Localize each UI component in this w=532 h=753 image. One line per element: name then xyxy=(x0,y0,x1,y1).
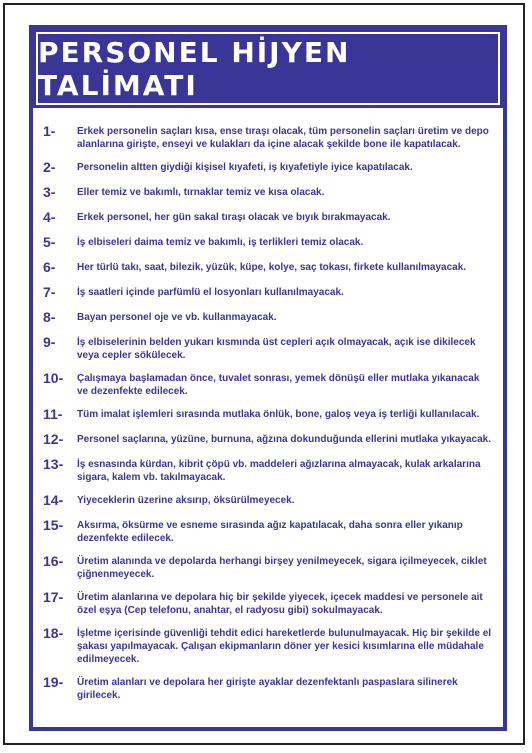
item-number: 12- xyxy=(43,431,64,447)
item-text: Aksırma, öksürme ve esneme sırasında ağız kapatılacak, daha sonra eller yıkanıp dezenfekte edilecek. xyxy=(77,520,463,544)
item-text: Personelin altten giydiği kişisel kıyafeti, iş kıyafetiyle iyice kapatılacak. xyxy=(77,162,413,173)
item-text: İş elbiselerinin belden yukarı kısmında üst cepleri açık olmayacak, açık ise dikilecek veya cepler sökülecek. xyxy=(77,337,476,361)
item-number: 6- xyxy=(43,259,56,275)
item-text: Tüm imalat işlemleri sırasında mutlaka önlük, bone, galoş veya iş terliği kullanılacak. xyxy=(77,409,480,420)
item-number: 7- xyxy=(43,284,56,300)
item-text: Yiyeceklerin üzerine aksırıp, öksürülmeyecek. xyxy=(77,495,295,506)
item-number: 16- xyxy=(43,553,64,569)
item-number: 13- xyxy=(43,456,64,472)
list-item xyxy=(43,517,493,545)
item-text: Üretim alanında ve depolarda herhangi birşey yenilmeyecek, sigara içilmeyecek, ciklet çiğnenmeyecek. xyxy=(77,556,487,580)
list-item xyxy=(43,184,493,200)
list-item xyxy=(43,234,493,250)
item-number: 11- xyxy=(43,406,63,422)
item-number: 1- xyxy=(43,123,56,139)
item-number: 3- xyxy=(43,184,56,200)
item-text: Her türlü takı, saat, bilezik, yüzük, küpe, kolye, saç tokası, firkete kullanılmayacak. xyxy=(77,262,467,273)
list-item xyxy=(43,159,493,175)
list-item xyxy=(43,123,493,151)
rules-list xyxy=(43,123,493,702)
item-number: 19- xyxy=(43,674,64,690)
item-number: 8- xyxy=(43,309,56,325)
item-number: 14- xyxy=(43,492,64,508)
list-item xyxy=(43,406,493,422)
item-text: Personel saçlarına, yüzüne, burnuna, ağzına dokunduğunda ellerini mutlaka yıkayacak. xyxy=(77,434,492,445)
title-banner xyxy=(36,32,500,105)
item-number: 17- xyxy=(43,589,64,605)
item-text: İş saatleri içinde parfümlü el losyonları kullanılmayacak. xyxy=(77,287,344,298)
list-item xyxy=(43,431,493,447)
item-number: 15- xyxy=(43,517,64,533)
item-text: İş esnasında kürdan, kibrit çöpü vb. maddeleri ağızlarına almayacak, kulak arkalarına sigara, kalem vb. takılmayacak. xyxy=(77,459,481,483)
item-text: İş elbiseleri daima temiz ve bakımlı, iş terlikleri temiz olacak. xyxy=(77,237,364,248)
item-text: Üretim alanları ve depolara her girişte ayaklar dezenfektanlı paspaslara silinerek girilecek. xyxy=(77,677,458,701)
item-text: Erkek personel, her gün sakal tıraşı olacak ve bıyık bırakmayacak. xyxy=(77,212,391,223)
item-number: 9- xyxy=(43,334,56,350)
item-number: 4- xyxy=(43,209,56,225)
list-item xyxy=(43,589,493,617)
list-item xyxy=(43,456,493,484)
list-item xyxy=(43,625,493,666)
item-number: 10- xyxy=(43,370,64,386)
item-text: Bayan personel oje ve vb. kullanmayacak. xyxy=(77,312,277,323)
list-item xyxy=(43,284,493,300)
item-number: 5- xyxy=(43,234,56,250)
item-text: Çalışmaya başlamadan önce, tuvalet sonrası, yemek dönüşü eller mutlaka yıkanacak ve dezenfekte edilecek. xyxy=(77,373,480,397)
list-item xyxy=(43,209,493,225)
list-item xyxy=(43,334,493,362)
list-item xyxy=(43,309,493,325)
item-text: Üretim alanlarına ve depolara hiç bir şekilde yiyecek, içecek maddesi ve personele ait özel eşya (Cep telefonu, anahtar, el radyosu gibi) sokulmayacak. xyxy=(77,592,483,616)
item-text: Erkek personelin saçları kısa, ense tıraşı olacak, tüm personelin saçları üretim ve depo alanlarına girişte, enseyi ve kulakları da içine alacak şekilde bone ile kapatılacak. xyxy=(77,126,489,150)
list-item xyxy=(43,370,493,398)
list-item xyxy=(43,674,493,702)
hygiene-sign xyxy=(3,3,525,745)
item-text: Eller temiz ve bakımlı, tırnaklar temiz ve kısa olacak. xyxy=(77,187,325,198)
item-number: 18- xyxy=(43,625,64,641)
item-number: 2- xyxy=(43,159,56,175)
page-title: PERSONEL HİJYEN TALİMATI xyxy=(38,35,351,102)
list-item xyxy=(43,259,493,275)
list-item xyxy=(43,492,493,508)
sign-frame xyxy=(29,25,507,731)
list-item xyxy=(43,553,493,581)
item-text: İşletme içerisinde güvenliği tehdit edici hareketlerde bulunulmayacak. Hiç bir şekilde el şakası yapılmayacak. Çalışan ekipmanların döner yer kesici kısımlarına elle müdahale edilmeyecek. xyxy=(77,628,492,665)
